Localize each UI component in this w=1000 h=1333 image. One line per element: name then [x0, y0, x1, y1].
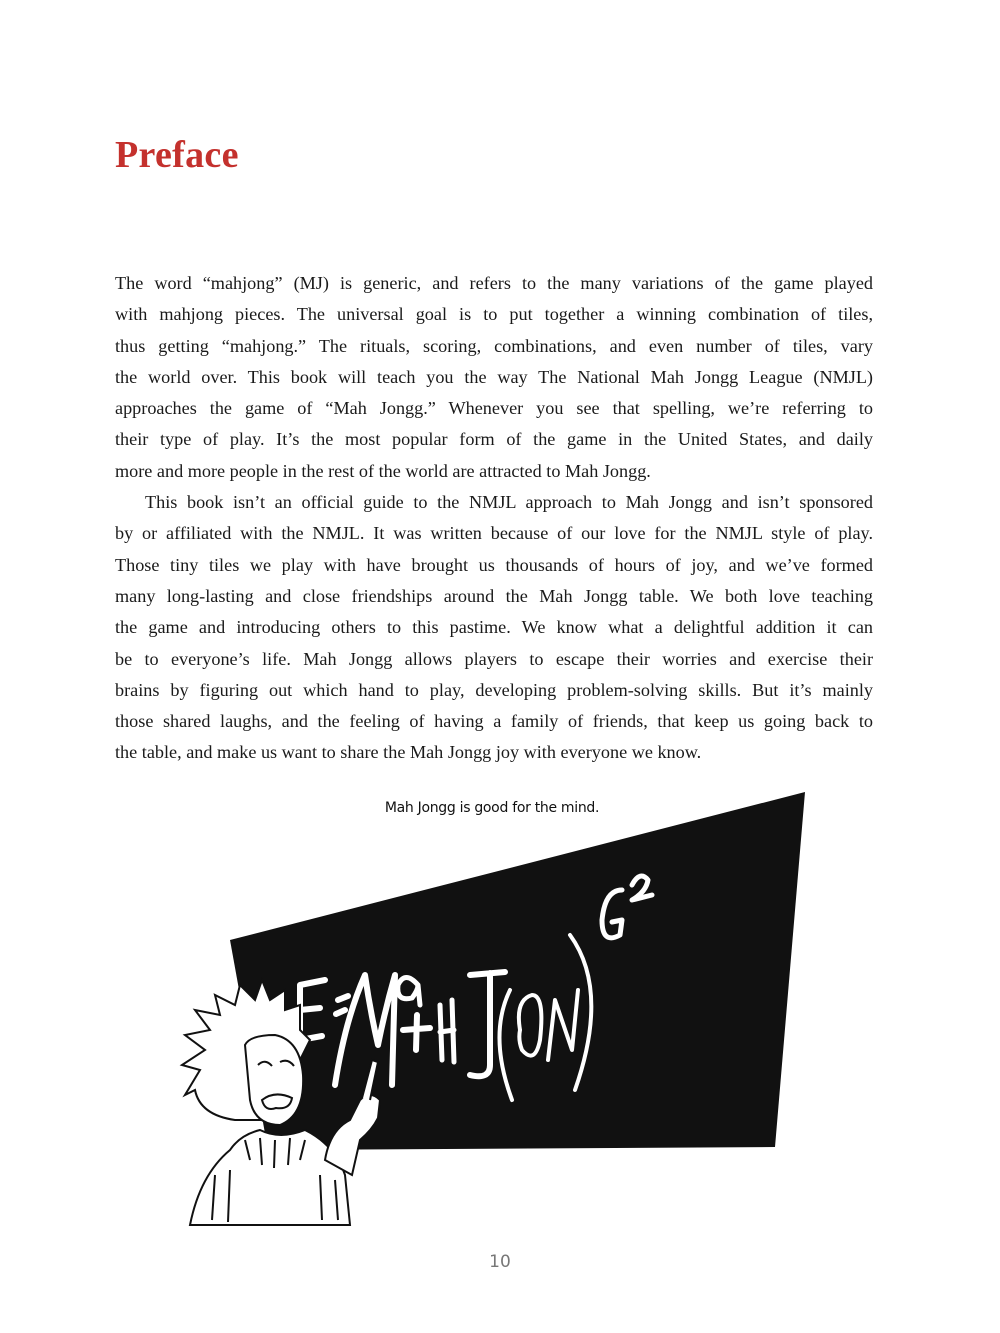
text-line: with mahjong pieces. The universal goal is to put together a winning combination of tiles, [115, 304, 873, 325]
page-number: 10 [489, 1252, 511, 1272]
text-line: those shared laughs, and the feeling of having a family of friends, that keep us going back to [115, 711, 873, 732]
paragraph-2 [115, 487, 873, 769]
text-line: many long-lasting and close friendships around the Mah Jongg table. We both love teaching [115, 585, 873, 606]
text-line: their type of play. It’s the most popular form of the game in the United States, and daily [115, 429, 873, 450]
text-line: the game and introducing others to this pastime. We know what a delightful addition it can [115, 617, 873, 638]
text-line: approaches the game of “Mah Jongg.” Whenever you see that spelling, we’re referring to [115, 398, 873, 419]
caption-text: Mah Jongg is good for the mind. [384, 800, 600, 816]
blackboard-illustration [0, 770, 1000, 1240]
text-line: The word “mahjong” (MJ) is generic, and refers to the many variations of the game played [115, 273, 873, 293]
text-line: Those tiny tiles we play with have brought us thousands of hours of joy, and we’ve formed [115, 554, 873, 575]
text-line: be to everyone’s life. Mah Jongg allows players to escape their worries and exercise their [115, 648, 873, 669]
body-text [115, 268, 873, 769]
text-line: the table, and make us want to share the Mah Jongg joy with everyone we know. [115, 742, 702, 763]
text-line: thus getting “mahjong.” The rituals, scoring, combinations, and even number of tiles, vary [115, 335, 873, 356]
illustration-caption [0, 800, 1000, 816]
text-line: by or affiliated with the NMJL. It was written because of our love for the NMJL style of play. [115, 523, 873, 544]
text-line: the world over. This book will teach you the way The National Mah Jongg League (NMJL) [115, 366, 873, 387]
blackboard [230, 792, 805, 1150]
text-line: more and more people in the rest of the world are attracted to Mah Jongg. [115, 460, 651, 481]
text-line: This book isn’t an official guide to the NMJL approach to Mah Jongg and isn’t sponsored [145, 492, 873, 513]
chapter-title: Preface [115, 134, 239, 176]
paragraph-1 [115, 268, 873, 487]
text-line: brains by figuring out which hand to play, developing problem-solving skills. But it’s mainly [115, 679, 873, 700]
